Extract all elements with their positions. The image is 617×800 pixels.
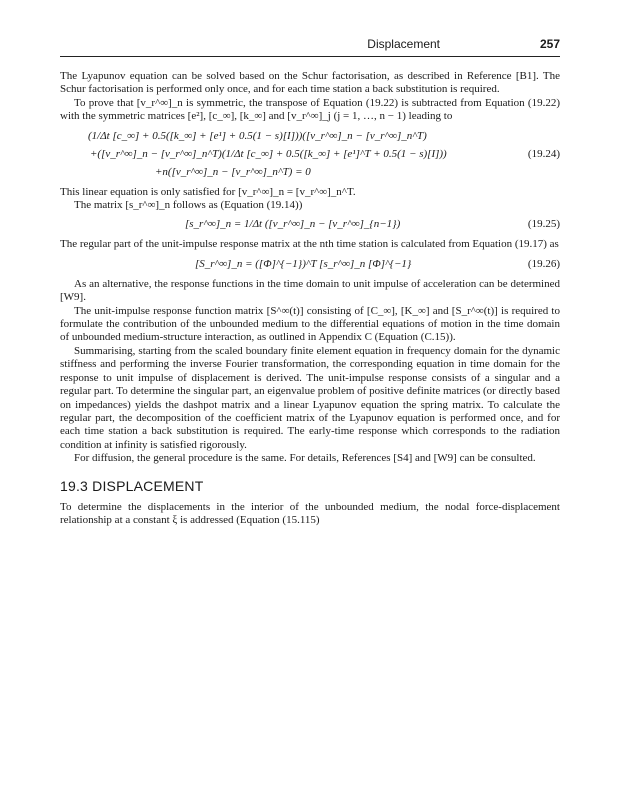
header-rule — [60, 56, 560, 57]
equation-number: (19.24) — [527, 147, 560, 160]
paragraph: The Lyapunov equation can be solved based on the Schur factorisation, as described in Reference [B1]. The Schur factorisation is performed only once, and for each time station a back substitution is required. — [60, 70, 560, 96]
paragraph: To prove that [v_r^∞]_n is symmetric, the transpose of Equation (19.22) is subtracted from Equation (19.22) with the symmetric matrices [e²], [c_∞], [k_∞] and [v_r^∞]_j (j = 1, …, n − 1) leading to — [60, 96, 560, 123]
header-section-title: Displacement — [367, 37, 440, 51]
paragraph: The regular part of the unit-impulse response matrix at the nth time station is calculated from Equation (19.17) as — [60, 238, 559, 251]
equation-number: (19.26) — [527, 257, 560, 270]
equation-line: +([v_r^∞]_n − [v_r^∞]_n^T)(1/Δt [c_∞] + 0.5([k_∞] + [e¹]^T + 0.5(1 − s)[I])) (19.24) — [90, 147, 560, 160]
section-heading: 19.3 DISPLACEMENT — [60, 477, 204, 494]
paragraph: This linear equation is only satisfied for [v_r^∞]_n = [v_r^∞]_n^T. — [60, 185, 356, 198]
paragraph: For diffusion, the general procedure is the same. For details, References [S4] and [W9] can be consulted. — [74, 452, 536, 465]
equation-number: (19.25) — [527, 218, 560, 231]
equation-line: [S_r^∞]_n = ([Φ]^{−1})^T [s_r^∞]_n [Φ]^{−1} (19.26) — [195, 257, 560, 270]
equation-line: (1/Δt [c_∞] + 0.5([k_∞] + [e¹] + 0.5(1 − s)[I]))([v_r^∞]_n − [v_r^∞]_n^T) — [88, 129, 427, 142]
paragraph: Summarising, starting from the scaled boundary finite element equation in frequency domain for the dynamic stiffness and performing the inverse Fourier transformation, the corresponding equation in time domain for the response to unit impulse of displacement is derived. The unit-impulse response consists of a singular and a regular part. To determine the singular part, an eigenvalue problem of positive definite matrices (or directly based on impedances) yields the dashpot matrix and a linear Lyapunov equation the spring matrix. To calculate the regular part, the decomposition of the coefficient matrix of the Lyapunov equation is performed once, and for each time station a back substitution is required. The early-time response which corresponds to the radiation condition at infinity is satisfied rigorously. — [60, 344, 560, 451]
page-number: 257 — [539, 37, 560, 51]
equation-line: +n([v_r^∞]_n − [v_r^∞]_n^T) = 0 — [155, 165, 311, 178]
equation-line: [s_r^∞]_n = 1/Δt ([v_r^∞]_n − [v_r^∞]_{n−1}) (19.25) — [185, 218, 560, 231]
page-body — [60, 70, 560, 528]
paragraph: The unit-impulse response function matrix [S^∞(t)] consisting of [C_∞], [K_∞] and [S_r^∞(t)] is required to formulate the contribution of the unbounded medium to the differential equations of motion in the time domain of unbounded medium-structure interaction, as outlined in Appendix C (Equation (C.15)). — [60, 304, 560, 344]
paragraph: To determine the displacements in the interior of the unbounded medium, the nodal force-displacement relationship at a constant ξ is addressed (Equation (15.115) — [60, 500, 560, 527]
paragraph: The matrix [s_r^∞]_n follows as (Equation (19.14)) — [74, 199, 303, 212]
running-header — [60, 37, 560, 53]
paragraph: As an alternative, the response functions in the time domain to unit impulse of acceleration can be determined [W9]. — [60, 277, 560, 304]
